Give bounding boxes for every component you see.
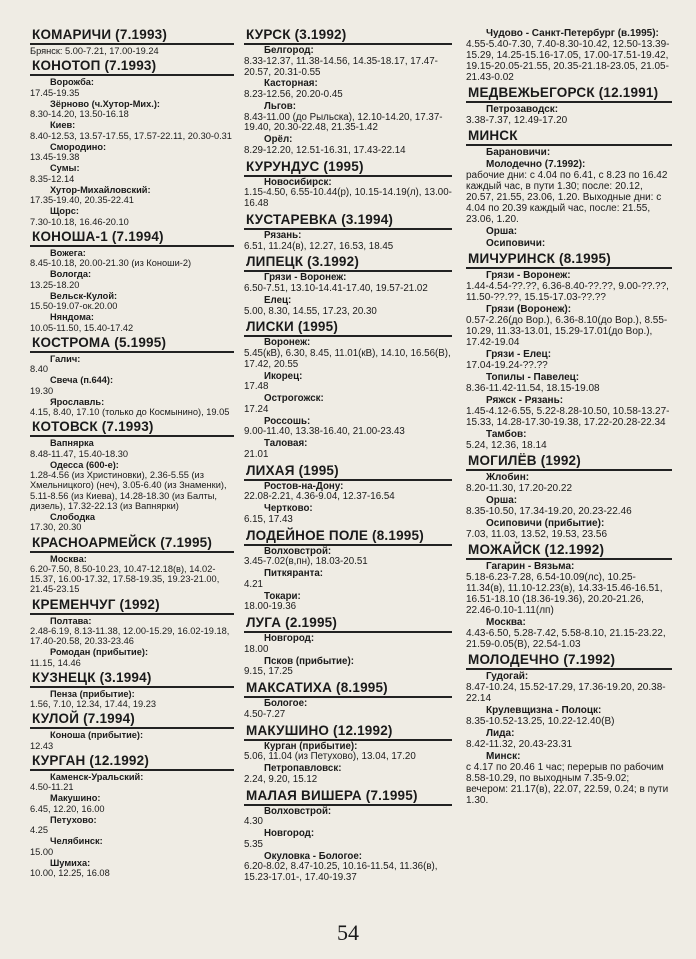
route-entry: [466, 270, 672, 303]
destination-label: Топилы - Павелец:: [486, 372, 580, 383]
destination-label: Воронеж:: [264, 337, 311, 349]
route-entry: [30, 163, 234, 184]
city-heading: КОМАРИЧИ (7.1993): [30, 28, 234, 45]
city-heading: КРАСНОАРМЕЙСК (7.1995): [30, 536, 234, 553]
schedule-times: 4.55-5.40-7.30, 7.40-8.30-10.42, 12.50-13.39-15.29, 14.25-15.16-17.05, 17.00-17.51-19.42, 19.15-20.05-21.55, 20.35-21.18-23.05, 21.05-21.43-0.02: [466, 39, 670, 83]
destination-label: Орша:: [486, 226, 518, 237]
destination-label: Минск:: [486, 751, 521, 762]
route-entry: [244, 699, 452, 721]
city-heading: МИЧУРИНСК (8.1995): [466, 252, 672, 269]
city-heading: МЕДВЕЖЬЕГОРСК (12.1991): [466, 86, 672, 103]
page-number: 54: [337, 920, 359, 945]
schedule-times: 4.21: [244, 578, 263, 590]
route-entry: [30, 120, 234, 141]
column-3: [466, 28, 672, 898]
schedule-times: 8.33-12.37, 11.38-14.56, 14.35-18.17, 17.47-20.57, 20.31-0.55: [244, 55, 438, 78]
city-section: [30, 336, 234, 418]
destination-label: Свеча (п.644):: [50, 375, 114, 386]
route-entry: [466, 472, 672, 494]
route-entry: [244, 504, 452, 526]
schedule-times: 5.24, 12.36, 18.14: [466, 440, 547, 451]
route-entry: [30, 291, 234, 312]
destination-label: Бологое:: [264, 698, 308, 709]
route-entry: [30, 460, 234, 511]
route-entry: [466, 304, 672, 348]
destination-label: Одесса (600-е):: [50, 459, 119, 470]
schedule-times: 4.15, 8.40, 17.10 (только до Космынино), 19.05: [30, 407, 230, 417]
schedule-times: с 4.17 по 20.46 1 час; перерыв по рабочим 8.58-10.29, по выходным 7.35-9.02; вечером: 21.17(в), 22.07, 22.59, 0.24; в пути 1.30.: [466, 762, 669, 806]
city-section: [244, 160, 452, 210]
schedule-times: 8.20-11.30, 17.20-20.22: [466, 483, 573, 494]
schedule-times: 13.25-18.20: [30, 279, 80, 290]
destination-label: Окуловка - Бологое:: [264, 850, 363, 862]
schedule-times: 6.45, 12.20, 16.00: [30, 803, 105, 814]
schedule-times: 17.45-19.35: [30, 87, 80, 98]
route-entry: [244, 231, 452, 253]
schedule-times: 17.04-19.24-??.??: [466, 360, 548, 371]
schedule-times: 12.43: [30, 740, 54, 751]
destination-label: Осиповичи (прибытие):: [486, 518, 605, 529]
schedule-times: 1.44-4.54-??.??, 6.36-8.40-??.??, 9.00-??.??, 11.50-??.??, 15.15-17.03-??.??: [466, 281, 669, 303]
city-section: [466, 129, 672, 249]
destination-label: Новгород:: [264, 633, 315, 644]
route-entry: [244, 592, 452, 614]
destination-label: Ромодан (прибытие):: [50, 647, 149, 658]
schedule-times: 4.50-11.21: [30, 782, 74, 792]
route-entry: [30, 689, 234, 710]
route-entry: [244, 829, 452, 851]
destination-label: Ростов-на-Дону:: [264, 480, 344, 492]
city-heading: КРЕМЕНЧУГ (1992): [30, 598, 234, 615]
route-entry: [244, 764, 452, 786]
schedule-times: 5.00, 8.30, 14.55, 17.23, 20.30: [244, 305, 377, 317]
city-section: [30, 712, 234, 751]
route-entry: [30, 312, 234, 333]
route-entry: [466, 226, 672, 237]
city-section: [244, 464, 452, 526]
destination-label: Гагарин - Вязьма:: [486, 561, 575, 572]
city-heading: КУРГАН (12.1992): [30, 754, 234, 771]
destination-label: Елец:: [264, 294, 292, 306]
route-entry: [30, 206, 234, 227]
destination-label: Крулевщизна - Полоцк:: [486, 705, 602, 716]
destination-label: Грязи - Елец:: [486, 349, 552, 360]
city-section: [244, 724, 452, 786]
city-section: [244, 255, 452, 317]
destination-label: Петрозаводск:: [486, 104, 559, 115]
schedule-times: 1.56, 7.10, 12.34, 17.44, 19.23: [30, 699, 157, 709]
destination-label: Орша:: [486, 495, 518, 506]
route-entry: [30, 836, 234, 857]
destination-label: Грязи (Воронеж):: [486, 304, 572, 315]
schedule-times: 8.29-12.20, 12.51-16.31, 17.43-22.14: [244, 144, 406, 156]
schedule-times: 8.36-11.42-11.54, 18.15-19.08: [466, 383, 600, 394]
destination-label: Коноша (прибытие):: [50, 730, 144, 741]
destination-label: Вожега:: [50, 247, 86, 258]
schedule-times: 11.15, 14.46: [30, 657, 81, 668]
city-section: [30, 420, 234, 532]
route-entry: [30, 99, 234, 120]
schedule-times: 1.15-4.50, 6.55-10.44(р), 10.15-14.19(л), 13.00-16.48: [244, 187, 452, 209]
route-entry: [244, 46, 452, 78]
destination-label: Киев:: [50, 120, 76, 131]
schedule-times: 6.50-7.51, 13.10-14.41-17.40, 19.57-21.02: [244, 283, 428, 294]
city-heading: МАКУШИНО (12.1992): [244, 724, 452, 741]
city-heading: МОГИЛЁВ (1992): [466, 454, 672, 471]
city-section: [30, 536, 234, 595]
city-heading: ЛИПЕЦК (3.1992): [244, 255, 452, 272]
schedule-times: 8.40: [30, 364, 49, 374]
route-entry: [244, 742, 452, 764]
schedule-times: 18.00-19.36: [244, 601, 297, 613]
route-entry: [30, 815, 234, 836]
schedule-times: 8.35-12.14: [30, 173, 75, 184]
destination-label: Орёл:: [264, 134, 293, 145]
schedule-times: 17.48: [244, 381, 269, 393]
route-entry: [244, 807, 452, 829]
schedule-times: 8.45-10.18, 20.00-21.30 (из Коноши-2): [30, 258, 192, 268]
schedule-times: 8.35-10.52-13.25, 10.22-12.40(В): [466, 716, 615, 727]
destination-label: Грязи - Воронеж:: [486, 270, 571, 281]
route-entry: [244, 372, 452, 394]
route-entry: [30, 793, 234, 814]
city-heading: КУЛОЙ (7.1994): [30, 712, 234, 729]
route-entry: [466, 617, 672, 650]
city-section: [30, 754, 234, 879]
route-entry: [30, 397, 234, 418]
route-entry: [466, 238, 672, 249]
schedule-times: 4.50-7.27: [244, 708, 286, 720]
destination-label: Каменск-Уральский:: [50, 771, 144, 782]
schedule-times: 1.45-4.12-6.55, 5.22-8.28-10.50, 10.58-13.27-15.33, 14.28-17.30-19.38, 17.22-20.28-22.34: [466, 406, 670, 428]
city-section: [244, 616, 452, 678]
city-heading: МОЛОДЕЧНО (7.1992): [466, 653, 672, 670]
destination-label: Белгород:: [264, 45, 314, 56]
destination-label: Гудогай:: [486, 671, 529, 682]
column-1: [30, 28, 234, 898]
schedule-times: 8.47-10.24, 15.52-17.29, 17.36-19.20, 20.38-22.14: [466, 682, 666, 704]
destination-label: Рязань:: [264, 229, 302, 241]
destination-label: Чертково:: [264, 503, 313, 514]
schedule-times: 2.24, 9.20, 15.12: [244, 773, 318, 785]
destination-label: Волховстрой:: [264, 805, 332, 817]
schedule-times: 13.45-19.38: [30, 152, 80, 162]
route-entry: [244, 296, 452, 318]
route-entry: [30, 512, 234, 533]
route-entry: [466, 671, 672, 704]
route-entry: [244, 482, 452, 504]
schedule-times: 1.28-4.56 (из Христиновки), 2.36-5.55 (из Хмельницкого) (неч), 3.05-6.40 (из Знаменки), 5.11-8.56 (из Киева), 14.28-18.30 (из Балты, дизель), 17.32-22.13 (из Вапнярки): [30, 470, 227, 511]
route-entry: [466, 28, 672, 83]
destination-label: Щорс:: [50, 206, 79, 217]
city-section: [244, 789, 452, 884]
column-2: [244, 28, 452, 898]
route-entry: [466, 429, 672, 451]
destination-label: Псков (прибытие):: [264, 655, 354, 667]
schedule-times: 8.43-11.00 (до Рыльска), 12.10-14.20, 17.37-19.40, 20.30-22.48, 21.35-1.42: [244, 111, 443, 134]
schedule-times: 8.23-12.56, 20.20-0.45: [244, 89, 343, 100]
route-entry: [466, 349, 672, 371]
schedule-times: 4.43-6.50, 5.28-7.42, 5.58-8.10, 21.15-23.22, 21.59-0.05(В), 22.54-1.03: [466, 628, 666, 650]
route-entry: [244, 439, 452, 461]
schedule-times: 6.15, 17.43: [244, 513, 293, 525]
route-entry: [30, 858, 234, 879]
schedule-times: 9.15, 17.25: [244, 666, 293, 678]
route-entry: [30, 248, 234, 269]
destination-label: Ярославль:: [50, 396, 105, 407]
route-entry: [244, 547, 452, 569]
destination-label: Тамбов:: [486, 429, 527, 440]
schedule-times: 10.05-11.50, 15.40-17.42: [30, 322, 134, 333]
city-section: [30, 230, 234, 333]
schedule-times: 8.42-11.32, 20.43-23.31: [466, 739, 573, 750]
schedule-times: рабочие дни: с 4.04 по 6.41, с 8.23 по 16.42 каждый час, в пути 1.30; после: 20.12, 20.57, 21.55, 23.06, 1.20. Выходные дни: с 4.04 по 20.39 каждый час, после: 21.55, 23.06, 1.20.: [466, 170, 668, 225]
route-entry: [466, 518, 672, 540]
destination-label: Осиповичи:: [486, 238, 546, 249]
destination-label: Петухово:: [50, 814, 97, 825]
schedule-times: 21.01: [244, 448, 269, 460]
destination-label: Новосибирск:: [264, 176, 332, 188]
schedule-times: 22.08-2.21, 4.36-9.04, 12.37-16.54: [244, 491, 395, 503]
destination-label: Ряжск - Рязань:: [486, 395, 564, 406]
destination-label: Петропавловск:: [264, 763, 342, 774]
destination-label: Полтава:: [50, 615, 92, 626]
destination-label: Токари:: [264, 590, 301, 602]
destination-label: Няндома:: [50, 312, 95, 323]
route-entry: [244, 338, 452, 370]
schedule-times: 8.30-14.20, 13.50-16.18: [30, 109, 129, 119]
route-entry: [30, 616, 234, 647]
city-heading: ЛИСКИ (1995): [244, 320, 452, 337]
schedule-times: 0.57-2.26(до Вор.), 6.36-8.10(до Вор.), 8.55-10.29, 11.33-13.01, 15.29-17.01(до Вор.), 17.42-19.04: [466, 315, 668, 348]
destination-label: Льгов:: [264, 100, 296, 112]
schedule-times: 18.00: [244, 643, 269, 655]
city-heading: МАЛАЯ ВИШЕРА (7.1995): [244, 789, 452, 806]
city-section: [466, 543, 672, 650]
destination-label: Россошь:: [264, 415, 311, 427]
city-heading: КОНОТОП (7.1993): [30, 59, 234, 76]
city-heading: МИНСК: [466, 129, 672, 146]
destination-label: Хутор-Михайловский:: [50, 184, 151, 195]
route-entry: [30, 375, 234, 396]
route-entry: [244, 657, 452, 679]
destination-label: Галич:: [50, 353, 81, 364]
city-heading: ЛИХАЯ (1995): [244, 464, 452, 481]
route-entry: [244, 634, 452, 656]
route-entry: [244, 273, 452, 295]
destination-label: Таловая:: [264, 438, 308, 449]
schedule-times: 17.30, 20.30: [30, 522, 82, 533]
route-entry: [466, 159, 672, 225]
destination-label: Питкяранта:: [264, 568, 324, 579]
route-entry: [30, 354, 234, 375]
destination-label: Москва:: [486, 617, 526, 628]
destination-label: Икорец:: [264, 370, 303, 382]
destination-label: Вологда:: [50, 269, 92, 280]
route-entry: [244, 417, 452, 439]
route-entry: [244, 79, 452, 101]
schedule-times: 7.30-10.18, 16.46-20.10: [30, 216, 129, 227]
city-section: [30, 59, 234, 227]
city-section: [30, 598, 234, 668]
schedule-times: 6.20-8.02, 8.47-10.25, 10.16-11.54, 11.36(в), 15.23-17.01-, 17.40-19.37: [244, 861, 438, 883]
destination-label: Молодечно (7.1992):: [486, 159, 586, 170]
route-entry: [30, 185, 234, 206]
route-entry: [30, 438, 234, 459]
city-section: [244, 681, 452, 721]
route-entry: [244, 569, 452, 591]
schedule-times: 5.18-6.23-7.28, 6.54-10.09(лс), 10.25-11.34(в), 11.10-12.23(в), 14.33-15.46-16.51, 16.51-18.10 (18.36-19.36), 20.20-21.26, 22.46-0.10-1.11(лп): [466, 572, 663, 616]
destination-label: Макушино:: [50, 793, 101, 804]
city-section: [466, 252, 672, 451]
route-entry: [30, 142, 234, 163]
route-entry: [466, 372, 672, 394]
route-entry: [466, 705, 672, 727]
schedule-times: 5.06, 11.04 (из Петухово), 13.04, 17.20: [244, 751, 416, 763]
destination-label: Вельск-Кулой:: [50, 290, 118, 301]
city-heading: ЛУГА (2.1995): [244, 616, 452, 633]
destination-label: Жлобин:: [486, 472, 530, 483]
city-heading: КОНОША-1 (7.1994): [30, 230, 234, 247]
schedule-times: 19.30: [30, 385, 54, 396]
destination-label: Москва:: [50, 553, 87, 564]
city-heading: КОСТРОМА (5.1995): [30, 336, 234, 353]
route-entry: [244, 102, 452, 134]
route-entry: [244, 178, 452, 210]
route-entry: [30, 46, 234, 56]
city-section: [30, 671, 234, 710]
destination-label: Лида:: [486, 728, 515, 739]
city-heading: МАКСАТИХА (8.1995): [244, 681, 452, 698]
route-entry: [30, 77, 234, 98]
city-section: [244, 320, 452, 460]
city-section: [466, 454, 672, 540]
city-section: [466, 653, 672, 806]
schedule-times: 3.38-7.37, 12.49-17.20: [466, 115, 568, 126]
route-entry: [466, 395, 672, 428]
destination-label: Барановичи:: [486, 147, 551, 158]
city-section: [466, 28, 672, 83]
destination-label: Курган (прибытие):: [264, 740, 358, 752]
schedule-times: 6.51, 11.24(в), 12.27, 16.53, 18.45: [244, 240, 394, 252]
destination-label: Вапнярка: [50, 438, 94, 449]
schedule-times: 5.45(кВ), 6.30, 8.45, 11.01(кВ), 14.10, 16.56(В), 17.42, 20.55: [244, 348, 451, 370]
route-entry: [466, 751, 672, 806]
route-entry: [30, 647, 234, 668]
route-entry: [466, 104, 672, 126]
schedule-times: 2.48-6.19, 8.13-11.38, 12.00-15.29, 16.02-19.18, 17.40-20.58, 20.33-23.46: [30, 625, 230, 646]
schedule-times: 8.40-12.53, 13.57-17.55, 17.57-22.11, 20.30-0.31: [30, 130, 232, 141]
city-heading: КУРСК (3.1992): [244, 28, 452, 45]
city-heading: КУСТАРЕВКА (3.1994): [244, 213, 452, 230]
route-entry: [30, 772, 234, 793]
city-heading: КУЗНЕЦК (3.1994): [30, 671, 234, 688]
schedule-times: Брянск: 5.00-7.21, 17.00-19.24: [30, 46, 159, 56]
destination-label: Зёрново (ч.Хутор-Мих.):: [50, 98, 160, 109]
destination-label: Волховстрой:: [264, 545, 332, 557]
route-entry: [466, 561, 672, 616]
schedule-times: 8.35-10.50, 17.34-19.20, 20.23-22.46: [466, 506, 632, 517]
route-entry: [244, 852, 452, 884]
schedule-times: 8.48-11.47, 15.40-18.30: [30, 448, 129, 459]
schedule-times: 4.25: [30, 825, 49, 835]
destination-label: Челябинск:: [50, 836, 103, 847]
route-entry: [30, 554, 234, 595]
schedule-times: 9.00-11.40, 13.38-16.40, 21.00-23.43: [244, 426, 405, 438]
schedule-times: 15.00: [30, 846, 54, 857]
city-section: [466, 86, 672, 126]
destination-label: Ворожба:: [50, 77, 95, 88]
route-entry: [244, 135, 452, 157]
city-section: [244, 529, 452, 614]
destination-label: Шумиха:: [50, 857, 91, 868]
schedule-times: 5.35: [244, 838, 263, 850]
destination-label: Чудово - Санкт-Петербург (в.1995):: [486, 28, 659, 39]
destination-label: Касторная:: [264, 78, 318, 90]
schedule-times: 6.20-7.50, 8.50-10.23, 10.47-12.18(в), 14.02-15.37, 16.00-17.32, 17.58-19.35, 19.23-21.00, 21.45-23.15: [30, 563, 220, 595]
destination-label: Слободка: [50, 512, 95, 522]
city-section: [244, 28, 452, 157]
destination-label: Смородино:: [50, 141, 107, 152]
city-heading: МОЖАЙСК (12.1992): [466, 543, 672, 560]
destination-label: Новгород:: [264, 828, 315, 839]
schedule-times: 17.24: [244, 403, 269, 415]
route-entry: [30, 730, 234, 751]
destination-label: Пенза (прибытие):: [50, 688, 135, 699]
city-section: [244, 213, 452, 253]
route-entry: [466, 147, 672, 158]
route-entry: [244, 394, 452, 416]
schedule-times: 7.03, 11.03, 13.52, 19.53, 23.56: [466, 529, 608, 540]
destination-label: Острогожск:: [264, 393, 324, 404]
city-heading: ЛОДЕЙНОЕ ПОЛЕ (8.1995): [244, 529, 452, 546]
schedule-times: 15.50-19.07-ок.20.00: [30, 301, 118, 311]
schedule-times: 17.35-19.40, 20.35-22.41: [30, 195, 134, 205]
destination-label: Грязи - Воронеж:: [264, 272, 347, 284]
schedule-times: 10.00, 12.25, 16.08: [30, 868, 110, 878]
schedule-times: 4.30: [244, 816, 263, 828]
route-entry: [30, 269, 234, 290]
city-heading: КОТОВСК (7.1993): [30, 420, 234, 437]
city-heading: КУРУНДУС (1995): [244, 160, 452, 177]
route-entry: [466, 495, 672, 517]
route-entry: [466, 728, 672, 750]
schedule-times: 3.45-7.02(в,пн), 18.03-20.51: [244, 556, 368, 568]
city-section: [30, 28, 234, 56]
destination-label: Сумы:: [50, 163, 80, 174]
